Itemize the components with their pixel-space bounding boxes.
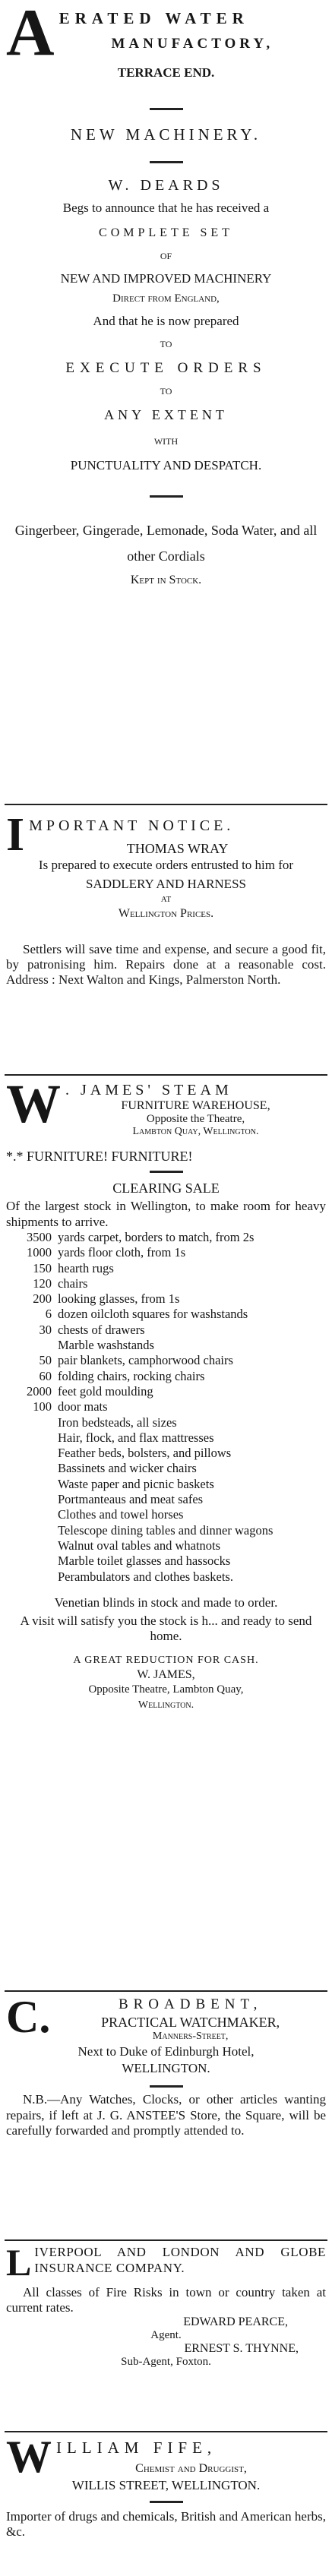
proprietor-name: THOMAS WRAY	[126, 841, 229, 856]
ad-subtitle: FURNITURE WAREHOUSE,	[121, 1099, 270, 1112]
list-item: Clothes and towel horses	[58, 1507, 184, 1522]
list-item: 30 chests of drawers	[39, 1322, 145, 1337]
drop-cap: C.	[6, 1995, 51, 2042]
list-item: Walnut oval tables and whatnots	[58, 1538, 221, 1553]
ad-line: SADDLERY AND HARNESS	[86, 877, 246, 891]
proprietor-name: W. DEARDS	[108, 177, 224, 194]
list-item: 150 hearth rugs	[33, 1260, 114, 1275]
stock-note: Kept in Stock.	[130, 574, 202, 586]
list-item: Iron bedsteads, all sizes	[58, 1414, 177, 1430]
ad-address: Opposite Theatre, Lambton Quay,	[88, 1683, 244, 1696]
ad-banner: *.* FURNITURE! FURNITURE!	[6, 1149, 193, 1164]
divider	[150, 108, 183, 110]
ad-location: TERRACE END.	[117, 65, 215, 80]
list-item: Telescope dining tables and dinner wagons	[58, 1522, 274, 1538]
list-item: 100 door mats	[33, 1399, 108, 1414]
cash-reduction: A GREAT REDUCTION FOR CASH.	[73, 1654, 259, 1666]
list-item: 50 pair blankets, camphorwood chairs	[39, 1353, 233, 1368]
list-item: Waste paper and picnic baskets	[58, 1476, 214, 1491]
divider	[150, 495, 183, 498]
ad-body: N.B.—Any Watches, Clocks, or other articles wanting repairs, if left at J. G. ANSTEE'S Store, the Square, will be carefully forwarded and promptly attended to.	[6, 2092, 326, 2138]
ad-title: BROADBENT,	[118, 1996, 263, 2012]
list-item: 3500 yards carpet, borders to match, from 2s	[27, 1230, 255, 1244]
ad-line: AT	[160, 895, 172, 904]
ad-body: Importer of drugs and chemicals, British and American herbs, &c.	[6, 2509, 326, 2539]
agent-role: Sub-Agent, Foxton.	[121, 2356, 211, 2368]
divider	[150, 161, 183, 163]
ad-subtitle: MANUFACTORY,	[111, 36, 274, 52]
ad-line: Is prepared to execute orders entrusted to him for	[38, 858, 294, 872]
drop-cap: A	[6, 3, 55, 62]
broadbent-watchmaker-ad	[6, 1995, 326, 2139]
divider	[150, 1171, 183, 1173]
inventory-list	[6, 1230, 326, 1585]
column-rule	[5, 2239, 327, 2241]
column-rule	[5, 1990, 327, 1992]
ad-title: IVERPOOL AND LONDON AND GLOBE INSURANCE COMPANY.	[34, 2245, 326, 2275]
list-item: Marble toilet glasses and hassocks	[58, 1554, 231, 1569]
ad-note: Venetian blinds in stock and made to order.	[54, 1595, 278, 1610]
ad-street: Manners-Street,	[152, 2031, 229, 2042]
ad-title: MPORTANT NOTICE.	[29, 817, 235, 834]
ad-address: Next to Duke of Edinburgh Hotel,	[77, 2044, 255, 2059]
ad-intro: Of the largest stock in Wellington, to make room for heavy shipments to arrive.	[6, 1199, 326, 1229]
drop-cap: W	[6, 1079, 61, 1134]
ad-body: Begs to announce that he has received a COMPLETE SET OF NEW AND IMPROVED MACHINERY Direct from England, And that he is now prepared TO EXECUTE ORDERS TO ANY EXTENT WITH PUNCTUALITY AND DESPATCH.	[60, 201, 272, 473]
list-item: Bassinets and wicker chairs	[58, 1461, 197, 1476]
proprietor-name: W. JAMES,	[137, 1667, 195, 1681]
list-item: 200 looking glasses, from 1s	[33, 1291, 180, 1307]
ad-address: Lambton Quay, Wellington.	[132, 1126, 259, 1137]
ad-city: Wellington.	[138, 1699, 194, 1711]
column-rule	[5, 804, 327, 805]
ad-city: WELLINGTON.	[122, 2061, 210, 2075]
list-item: Feather beds, bolsters, and pillows	[58, 1446, 232, 1461]
ad-note: A visit will satisfy you the stock is h... and ready to send home.	[20, 1613, 312, 1643]
ad-line: Wellington Prices.	[118, 907, 214, 920]
divider	[150, 2501, 183, 2503]
agent-name: EDWARD PEARCE,	[183, 2315, 288, 2328]
list-item: 6 dozen oilcloth squares for washstands	[45, 1307, 248, 1322]
aerated-water-ad	[6, 3, 326, 587]
cordials-list: Gingerbeer, Gingerade, Lemonade, Soda Water, and all other Cordials	[14, 523, 318, 564]
william-fife-ad	[6, 2435, 326, 2540]
james-furniture-ad	[6, 1079, 326, 1712]
list-item: 120 chairs	[33, 1275, 88, 1291]
drop-cap: I	[6, 813, 25, 857]
divider	[150, 2085, 183, 2088]
list-item: Hair, flock, and flax mattresses	[58, 1430, 214, 1445]
ad-body: Settlers will save time and expense, and secure a good fit, by patronising him. Repairs done at a reasonable cost. Address : Next Walton and Kings, Palmerston North.	[6, 942, 326, 987]
ad-title: . JAMES' STEAM	[65, 1082, 232, 1098]
ad-title: ERATED WATER	[58, 9, 249, 27]
ad-subtitle: Chemist and Druggist,	[135, 2462, 247, 2475]
drop-cap: W	[6, 2435, 52, 2476]
ad-address: WILLIS STREET, WELLINGTON.	[71, 2478, 261, 2492]
list-item: 2000 feet gold moulding	[27, 1383, 153, 1399]
column-rule	[5, 2431, 327, 2432]
list-item: Perambulators and clothes baskets.	[58, 1569, 233, 1584]
ad-heading: NEW MACHINERY.	[70, 125, 262, 144]
sale-heading: CLEARING SALE	[112, 1181, 220, 1196]
list-item: Marble washstands	[58, 1338, 154, 1353]
agent-role: Agent.	[150, 2329, 182, 2341]
thomas-wray-ad	[6, 813, 326, 988]
column-rule	[5, 1074, 327, 1076]
insurance-ad	[6, 2244, 326, 2369]
list-item: Portmanteaus and meat safes	[58, 1492, 204, 1507]
ad-subtitle: PRACTICAL WATCHMAKER,	[101, 2015, 280, 2030]
ad-title: ILLIAM FIFE,	[56, 2439, 217, 2457]
ad-body: All classes of Fire Risks in town or country taken at current rates.	[6, 2285, 326, 2315]
list-item: 60 folding chairs, rocking chairs	[39, 1368, 205, 1383]
ad-address: Opposite the Theatre,	[146, 1113, 245, 1125]
drop-cap: L	[6, 2244, 32, 2279]
agent-name: ERNEST S. THYNNE,	[184, 2342, 299, 2355]
list-item: 1000 yards floor cloth, from 1s	[27, 1245, 186, 1260]
